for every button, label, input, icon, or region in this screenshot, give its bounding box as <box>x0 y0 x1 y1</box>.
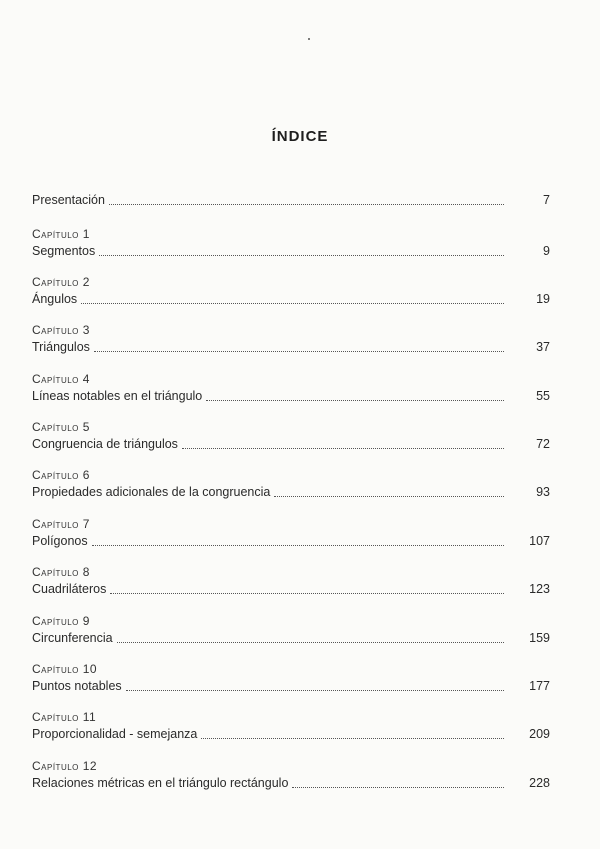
chapter-label: Capítulo 6 <box>32 468 90 482</box>
page-title: ÍNDICE <box>271 128 329 145</box>
page-number: 19 <box>536 292 550 306</box>
chapter-label: Capítulo 12 <box>32 759 98 773</box>
entry-title: Segmentos <box>32 244 96 258</box>
dot-leader <box>201 735 504 739</box>
chapter-label: Capítulo 10 <box>32 662 98 676</box>
entry-title: Proporcionalidad - semejanza <box>32 727 198 741</box>
entry-title: Propiedades adicionales de la congruencia <box>32 485 271 499</box>
dot-leader <box>274 493 504 497</box>
chapter-label: Capítulo 3 <box>32 323 90 337</box>
page-number: 228 <box>529 776 550 790</box>
page-number: 55 <box>536 389 550 403</box>
toc-entry <box>32 516 550 550</box>
scan-speck <box>308 38 310 40</box>
entry-title: Circunferencia <box>32 631 113 645</box>
toc-entry <box>32 322 550 356</box>
page-number: 177 <box>529 679 550 693</box>
entry-title: Polígonos <box>32 534 88 548</box>
entry-title: Triángulos <box>32 340 90 354</box>
chapter-label: Capítulo 5 <box>32 420 90 434</box>
toc-entry <box>32 226 550 260</box>
dot-leader <box>126 687 504 691</box>
page-number: 9 <box>543 244 550 258</box>
chapter-label: Capítulo 1 <box>32 227 90 241</box>
entry-title: Líneas notables en el triángulo <box>32 389 203 403</box>
dot-leader <box>292 784 504 788</box>
entry-title: Puntos notables <box>32 679 122 693</box>
page-number: 209 <box>529 727 550 741</box>
dot-leader <box>94 348 504 352</box>
chapter-label: Capítulo 9 <box>32 614 90 628</box>
page-number: 37 <box>536 340 550 354</box>
entry-title: Presentación <box>32 193 105 207</box>
page-number: 159 <box>529 631 550 645</box>
dot-leader <box>92 542 504 546</box>
page-number: 72 <box>536 437 550 451</box>
dot-leader <box>117 639 504 643</box>
toc-entry <box>32 709 550 743</box>
entry-title: Ángulos <box>32 292 78 306</box>
dot-leader <box>81 300 504 304</box>
page-number: 7 <box>543 193 550 207</box>
page-number: 93 <box>536 485 550 499</box>
toc-entry <box>32 419 550 453</box>
page-number: 123 <box>529 582 550 596</box>
page-number: 107 <box>529 534 550 548</box>
toc-entry <box>32 613 550 647</box>
chapter-label: Capítulo 7 <box>32 517 90 531</box>
dot-leader <box>182 445 504 449</box>
dot-leader <box>99 252 504 256</box>
entry-title: Cuadriláteros <box>32 582 107 596</box>
chapter-label: Capítulo 11 <box>32 710 97 724</box>
toc-entry <box>32 661 550 695</box>
toc-entry <box>32 274 550 308</box>
dot-leader <box>110 590 504 594</box>
toc-entry <box>32 467 550 501</box>
toc-entry <box>32 564 550 598</box>
entry-title: Relaciones métricas en el triángulo rectángulo <box>32 776 289 790</box>
dot-leader <box>206 397 504 401</box>
chapter-label: Capítulo 4 <box>32 372 90 386</box>
dot-leader <box>109 201 504 205</box>
toc-entry <box>32 371 550 405</box>
chapter-label: Capítulo 8 <box>32 565 90 579</box>
toc-entry <box>32 758 550 792</box>
chapter-label: Capítulo 2 <box>32 275 90 289</box>
toc-entry-presentation <box>32 191 550 209</box>
entry-title: Congruencia de triángulos <box>32 437 178 451</box>
